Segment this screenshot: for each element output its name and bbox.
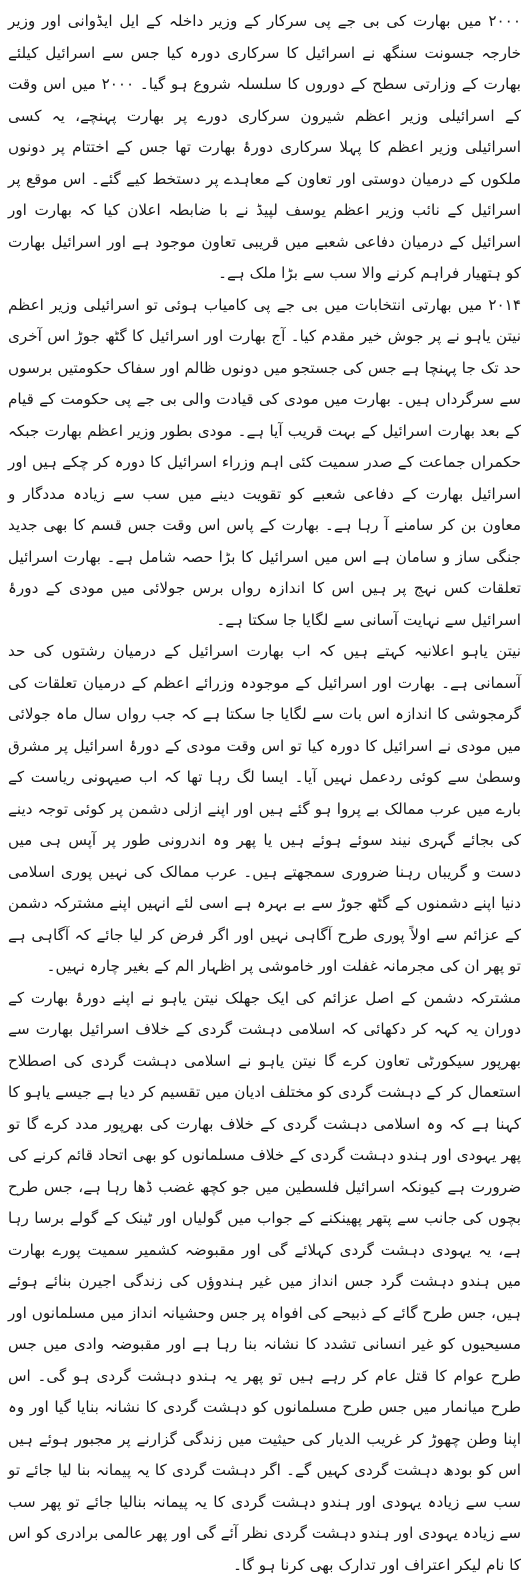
paragraph-2: ۲۰۱۴ میں بھارتی انتخابات میں بی جے پی کامیاب ہوئی تو اسرائیلی وزیر اعظم نیتن یاہو نے پر جوش خیر مقدم کیا۔ آج بھارت اور اسرائیل کا گٹھ جوڑ اس آخری حد تک جا پہنچا ہے جس کی جستجو میں دونوں ظالم اور سفاک حکومتیں برسوں سے سرگرداں ہیں۔ بھارت میں مودی کی قیادت والی بی جے پی حکومت کے قیام کے بعد بھارت اسرائیل کے بہت قریب آیا ہے۔ مودی بطور وزیر اعظم بھارت جبکہ حکمراں جماعت کے صدر سمیت کئی اہم وزراء اسرائیل کا دورہ کر چکے ہیں اور اسرائیل بھارت کے دفاعی شعبے کو تقویت دینے میں سب سے زیادہ مددگار و معاون بن کر سامنے آ رہا ہے۔ بھارت کے پاس اس وقت جس قسم کا بھی جدید جنگی ساز و سامان ہے اس میں اسرائیل کا بڑا حصہ شامل ہے۔ بھارت اسرائیل تعلقات کس نہج پر ہیں اس کا اندازہ رواں برس جولائی میں مودی کے دورۂ اسرائیل سے نہایت آسانی سے لگایا جا سکتا ہے۔ — [8, 290, 521, 637]
paragraph-1: ۲۰۰۰ میں بھارت کی بی جے پی سرکار کے وزیر داخلہ کے ایل ایڈوانی اور وزیر خارجہ جسونت سنگھ نے اسرائیل کا سرکاری دورہ کیا جس سے اسرائیل کیلئے بھارت کے وزارتی سطح کے دوروں کا سلسلہ شروع ہو گیا۔ ۲۰۰۰ میں اس وقت کے اسرائیلی وزیر اعظم شیرون سرکاری دورے پر بھارت پہنچے، یہ کسی اسرائیلی وزیر اعظم کا پہلا سرکاری دورۂ بھارت تھا جس کے اختتام پر دونوں ملکوں کے درمیان دوستی اور تعاون کے معاہدے پر دستخط کیے گئے۔ اس موقع پر اسرائیل کے نائب وزیر اعظم یوسف لپیڈ نے با ضابطہ اعلان کیا کہ بھارت اور اسرائیل کے درمیان دفاعی شعبے میں قریبی تعاون موجود ہے اور اسرائیل بھارت کو ہتھیار فراہم کرنے والا سب سے بڑا ملک ہے۔ — [8, 6, 521, 290]
paragraph-4: مشترکہ دشمن کے اصل عزائم کی ایک جھلک نیتن یاہو نے اپنے دورۂ بھارت کے دوران یہ کہہ کر دکھائی کہ اسلامی دہشت گردی کے خلاف اسرائیل بھارت سے بھرپور سیکورٹی تعاون کرے گا نیتن یاہو نے اسلامی دہشت گردی کی اصطلاح استعمال کر کے دہشت گردی کو مختلف ادیان میں تقسیم کر دیا ہے جیسے یاہو کا کہنا ہے کہ وہ اسلامی دہشت گردی کے خلاف بھارت کی بھرپور مدد کرے گا تو پھر یہودی اور ہندو دہشت گردی کے خلاف مسلمانوں کو بھی اتحاد قائم کرنے کی ضرورت ہے کیونکہ اسرائیل فلسطین میں جو کچھ غضب ڈھا رہا ہے، جس طرح بچوں کی جانب سے پتھر پھینکنے کے جواب میں گولیاں اور ٹینک کے گولے برسا رہا ہے، یہ یہودی دہشت گردی کہلائے گی اور مقبوضہ کشمیر سمیت پورے بھارت میں ہندو دہشت گرد جس انداز میں غیر ہندوؤں کی زندگی اجیرن بنائے ہوئے ہیں، جس طرح گائے کے ذبیحے کی افواہ پر جس وحشیانہ انداز میں مسلمانوں اور مسیحیوں کو غیر انسانی تشدد کا نشانہ بنا رہا ہے اور مقبوضہ وادی میں جس طرح عوام کا قتل عام کر رہے ہیں تو پھر یہ ہندو دہشت گردی ہو گی۔ اس طرح میانمار میں جس طرح مسلمانوں کو دہشت گردی کا نشانہ بنایا گیا اور وہ اپنا وطن چھوڑ کر غریب الدیار کی حیثیت میں زندگی گزارنے پر مجبور ہوئے ہیں اس کو بودھ دہشت گردی کہیں گے۔ اگر دہشت گردی کا یہ پیمانہ بنا لیا جائے تو سب سے زیادہ یہودی اور ہندو دہشت گردی کا یہ پیمانہ بنالیا جائے تو پھر سب سے زیادہ یہودی اور ہندو دہشت گردی نظر آئے گی اور پھر عالمی برادری کو اس کا نام لیکر اعتراف اور تدارک بھی کرنا ہو گا۔ — [8, 983, 521, 1581]
urdu-article — [8, 6, 521, 1581]
paragraph-3: نیتن یاہو اعلانیہ کہتے ہیں کہ اب بھارت اسرائیل کے درمیان رشتوں کی حد آسمانی ہے۔ بھارت اور اسرائیل کے موجودہ وزرائے اعظم کے درمیان تعلقات کی گرمجوشی کا اندازہ اس بات سے لگایا جا سکتا ہے کہ جب رواں سال ماہ جولائی میں مودی نے اسرائیل کا دورہ کیا تو اس وقت مودی کے دورۂ اسرائیل پر مشرق وسطیٰ سے کوئی ردعمل نہیں آیا۔ ایسا لگ رہا تھا کہ اب صیہونی ریاست کے بارے میں عرب ممالک بے پروا ہو گئے ہیں اور اپنے ازلی دشمن پر کوئی توجہ دینے کی بجائے گہری نیند سوئے ہوئے ہیں یا پھر وہ اندرونی طور پر آپس ہی میں دست و گریباں رہنا ضروری سمجھتے ہیں۔ عرب ممالک کی نہیں پوری اسلامی دنیا اپنے دشمنوں کے گٹھ جوڑ سے بے بہرہ ہے اسی لئے انہیں اپنے مشترکہ دشمن کے عزائم سے اولاً پوری طرح آگاہی نہیں اور اگر فرض کر لیا جائے کہ آگاہی ہے تو پھر ان کی مجرمانہ غفلت اور خاموشی پر اظہار الم کے بغیر چارہ نہیں۔ — [8, 636, 521, 983]
